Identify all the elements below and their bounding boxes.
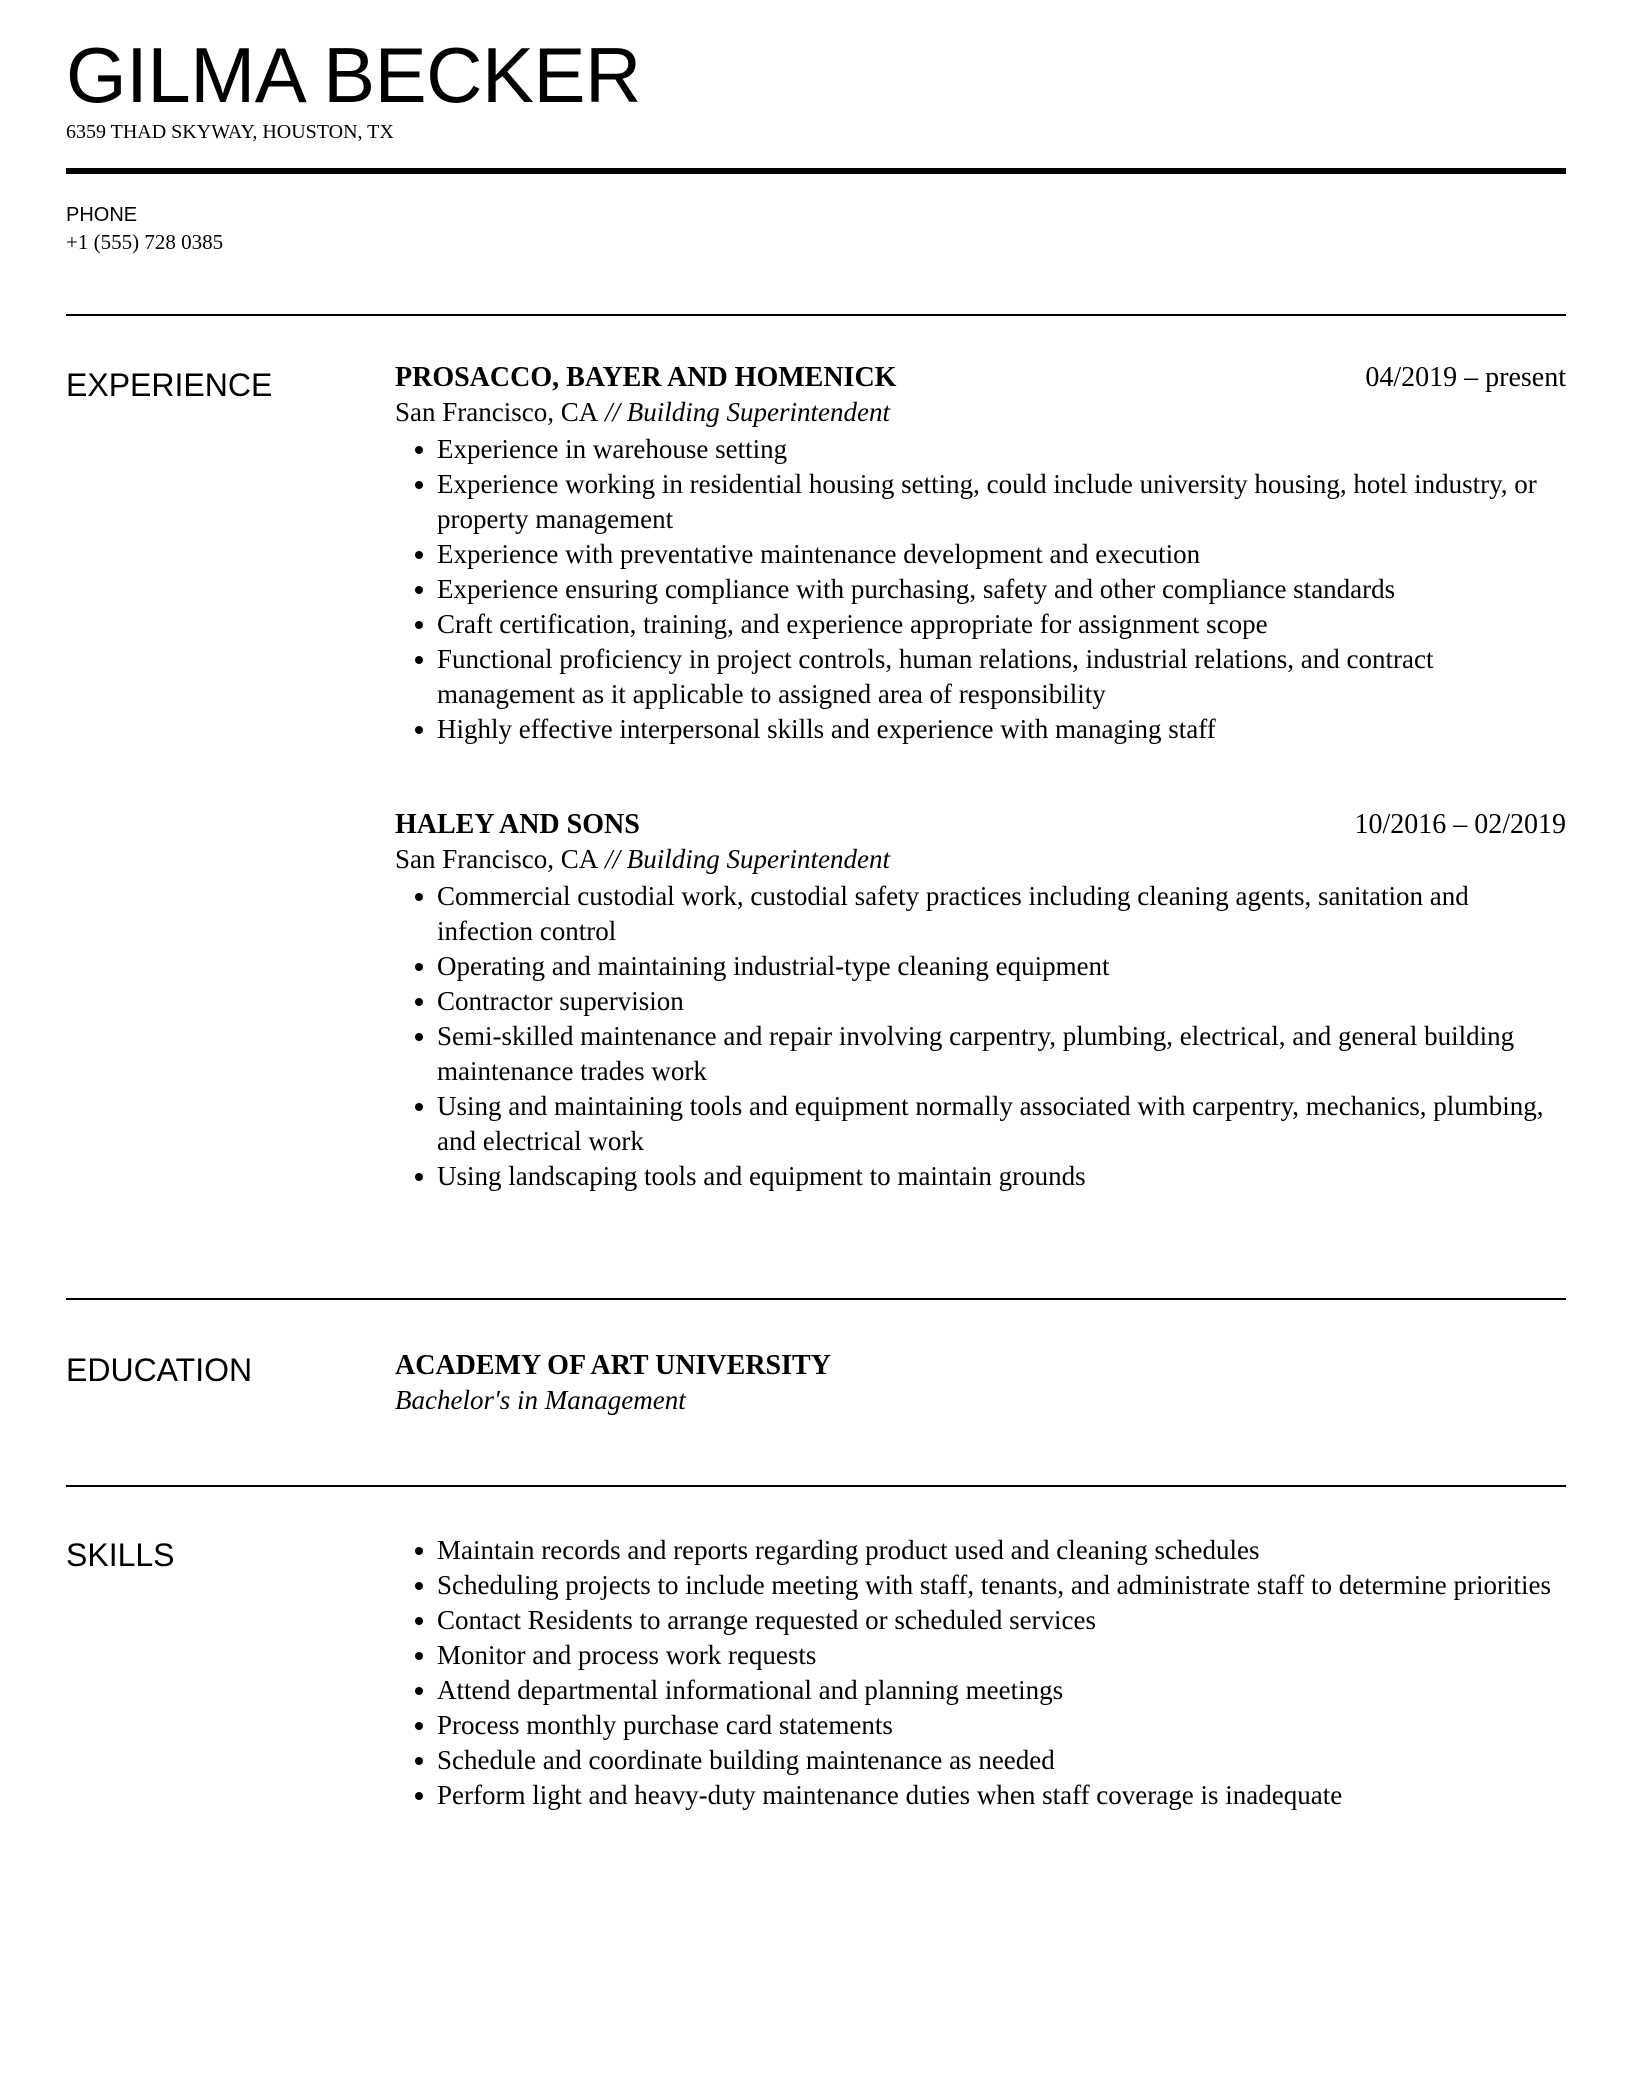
section-divider <box>66 1485 1566 1487</box>
job-separator: // <box>598 844 627 874</box>
section-divider <box>66 314 1566 316</box>
phone-label: PHONE <box>66 204 138 226</box>
education-heading: EDUCATION <box>66 1352 253 1388</box>
list-item: Commercial custodial work, custodial safety practices including cleaning agents, sanitation and infection control <box>437 879 1566 949</box>
list-item: Experience in warehouse setting <box>437 432 1566 467</box>
list-item: Operating and maintaining industrial-type cleaning equipment <box>437 949 1566 984</box>
job-dates: 10/2016 – 02/2019 <box>1354 809 1566 840</box>
phone-value: +1 (555) 728 0385 <box>66 230 224 254</box>
list-item: Maintain records and reports regarding product used and cleaning schedules <box>437 1533 1566 1568</box>
list-item: Using landscaping tools and equipment to maintain grounds <box>437 1159 1566 1194</box>
job-entry <box>395 807 1566 1194</box>
job-header <box>395 807 1566 842</box>
contact-block <box>66 202 223 256</box>
list-item: Monitor and process work requests <box>437 1638 1566 1673</box>
skills-heading: SKILLS <box>66 1537 175 1573</box>
experience-heading: EXPERIENCE <box>66 367 273 403</box>
job-dates: 04/2019 – present <box>1365 362 1566 393</box>
job-location-role <box>395 395 1566 430</box>
list-item: Attend departmental informational and planning meetings <box>437 1673 1566 1708</box>
list-item: Scheduling projects to include meeting with staff, tenants, and administrate staff to determine priorities <box>437 1568 1566 1603</box>
job-bullets <box>395 432 1566 747</box>
experience-section <box>395 360 1566 1194</box>
job-header <box>395 360 1566 395</box>
job-bullets <box>395 879 1566 1194</box>
skills-section <box>395 1533 1566 1813</box>
list-item: Highly effective interpersonal skills and experience with managing staff <box>437 712 1566 747</box>
list-item: Functional proficiency in project controls, human relations, industrial relations, and contract management as it applicable to assigned area of responsibility <box>437 642 1566 712</box>
job-separator: // <box>598 397 627 427</box>
list-item: Using and maintaining tools and equipment normally associated with carpentry, mechanics, plumbing, and electrical work <box>437 1089 1566 1159</box>
list-item: Schedule and coordinate building maintenance as needed <box>437 1743 1566 1778</box>
job-role: Building Superintendent <box>626 844 890 874</box>
skills-list <box>395 1533 1566 1813</box>
section-divider <box>66 1298 1566 1300</box>
school-name: ACADEMY OF ART UNIVERSITY <box>395 1350 831 1381</box>
job-role: Building Superintendent <box>626 397 890 427</box>
education-section <box>395 1348 1566 1418</box>
job-location-role <box>395 842 1566 877</box>
job-entry <box>395 360 1566 747</box>
job-location: San Francisco, CA <box>395 397 599 427</box>
list-item: Contact Residents to arrange requested or scheduled services <box>437 1603 1566 1638</box>
list-item: Semi-skilled maintenance and repair involving carpentry, plumbing, electrical, and general building maintenance trades work <box>437 1019 1566 1089</box>
job-company: HALEY AND SONS <box>395 809 640 840</box>
list-item: Craft certification, training, and experience appropriate for assignment scope <box>437 607 1566 642</box>
candidate-address: 6359 THAD SKYWAY, HOUSTON, TX <box>66 121 394 143</box>
list-item: Experience with preventative maintenance development and execution <box>437 537 1566 572</box>
candidate-name: GILMA BECKER <box>66 31 641 119</box>
list-item: Process monthly purchase card statements <box>437 1708 1566 1743</box>
header-divider <box>66 168 1566 174</box>
list-item: Experience working in residential housing setting, could include university housing, hotel industry, or property management <box>437 467 1566 537</box>
degree: Bachelor's in Management <box>395 1385 686 1415</box>
job-company: PROSACCO, BAYER AND HOMENICK <box>395 362 897 393</box>
list-item: Contractor supervision <box>437 984 1566 1019</box>
job-location: San Francisco, CA <box>395 844 599 874</box>
list-item: Experience ensuring compliance with purchasing, safety and other compliance standards <box>437 572 1566 607</box>
list-item: Perform light and heavy-duty maintenance duties when staff coverage is inadequate <box>437 1778 1566 1813</box>
